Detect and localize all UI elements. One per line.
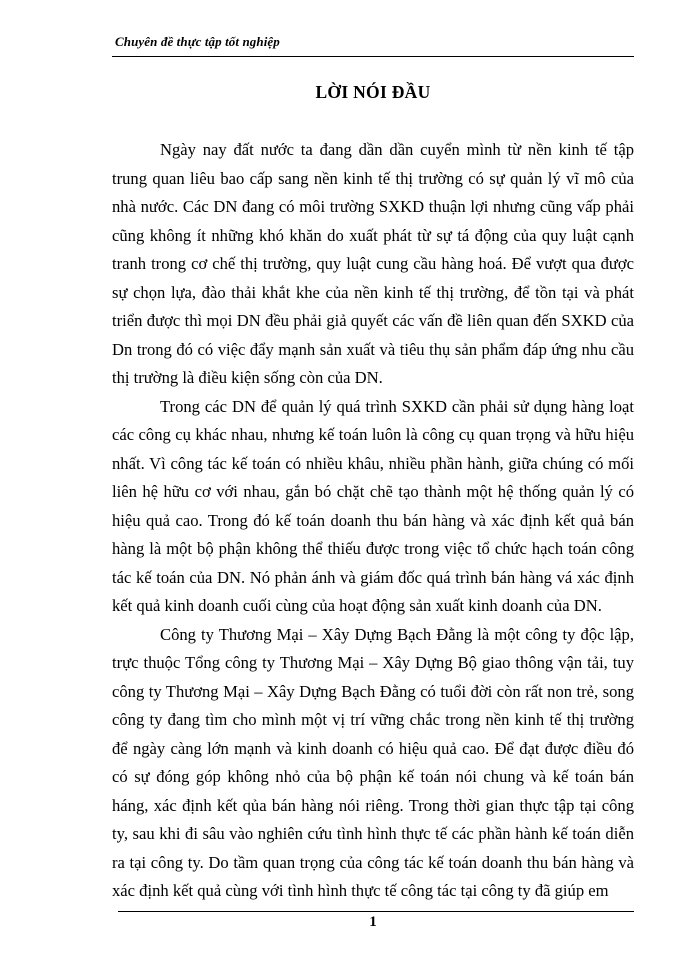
body-text — [112, 136, 634, 906]
page-title: LỜI NÓI ĐẦU — [315, 82, 431, 102]
footer-rule — [118, 911, 634, 912]
paragraph-3: Công ty Thương Mại – Xây Dựng Bạch Đằng là một công ty độc lập, trực thuộc Tổng công ty Thương Mại – Xây Dựng Bộ giao thông vận tải, tuy công ty Thương Mại – Xây Dựng Bạch Đằng có tuổi đời còn rất non trẻ, song công ty đang tìm cho mình một vị trí vững chắc trong nền kinh tế thị trường để ngày càng lớn mạnh và kinh doanh có hiệu quả cao. Để đạt được điều đó có sự đóng góp không nhỏ của bộ phận kế toán nói chung và kế toán bán háng, xác định kết qủa bán hàng nói riêng. Trong thời gian thực tập tại công ty, sau khi đi sâu vào nghiên cứu tình hình thực tế các phần hành kế toán diễn ra tại công ty. Do tầm quan trọng của công tác kế toán doanh thu bán hàng và xác định kết quả cùng với tình hình thực tế công tác tại công ty đã giúp em — [112, 624, 634, 900]
paragraph-2: Trong các DN để quản lý quá trình SXKD cần phải sử dụng hàng loạt các công cụ khác nhau, nhưng kế toán luôn là công cụ quan trọng và hữu hiệu nhất. Vì công tác kế toán có nhiều khâu, nhiều phần hành, giữa chúng có mối liên hệ hữu cơ với nhau, gắn bó chặt chẽ tạo thành một hệ thống quản lý có hiệu quả cao. Trong đó kế toán doanh thu bán hàng và xác định kết quả bán hàng là một bộ phận không thể thiếu được trong việc tổ chức hạch toán công tác kế toán của DN. Nó phản ánh và giám đốc quá trình bán hàng vá xác định kết quả kinh doanh cuối cùng của hoạt động sản xuất kinh doanh của DN. — [112, 396, 634, 615]
running-header: Chuyên đề thực tập tốt nghiệp — [115, 34, 280, 49]
header-rule — [112, 56, 634, 57]
page-number: 1 — [369, 914, 377, 930]
paragraph-1: Ngày nay đất nước ta đang dần dần cuyển mình từ nền kinh tế tập trung quan liêu bao cấp sang nền kinh tế thị trường có sự quản lý vĩ mô của nhà nước. Các DN đang có môi trường SXKD thuận lợi nhưng cũng vấp phải cũng không ít những khó khăn do xuất phát từ sự tá động của quy luật cạnh tranh trong cơ chế thị trường, quy luật cung cầu hàng hoá. Để vượt qua được sự chọn lựa, đào thải khắt khe của nền kinh tế thị trường, để tồn tại và phát triển được thì mọi DN đều phải giả quyết các vấn đề liên quan đến SXKD của Dn trong đó có việc đẩy mạnh sản xuất và tiêu thụ sản phẩm đáp ứng nhu cầu thị trường là điều kiện sống còn của DN. — [112, 140, 634, 387]
